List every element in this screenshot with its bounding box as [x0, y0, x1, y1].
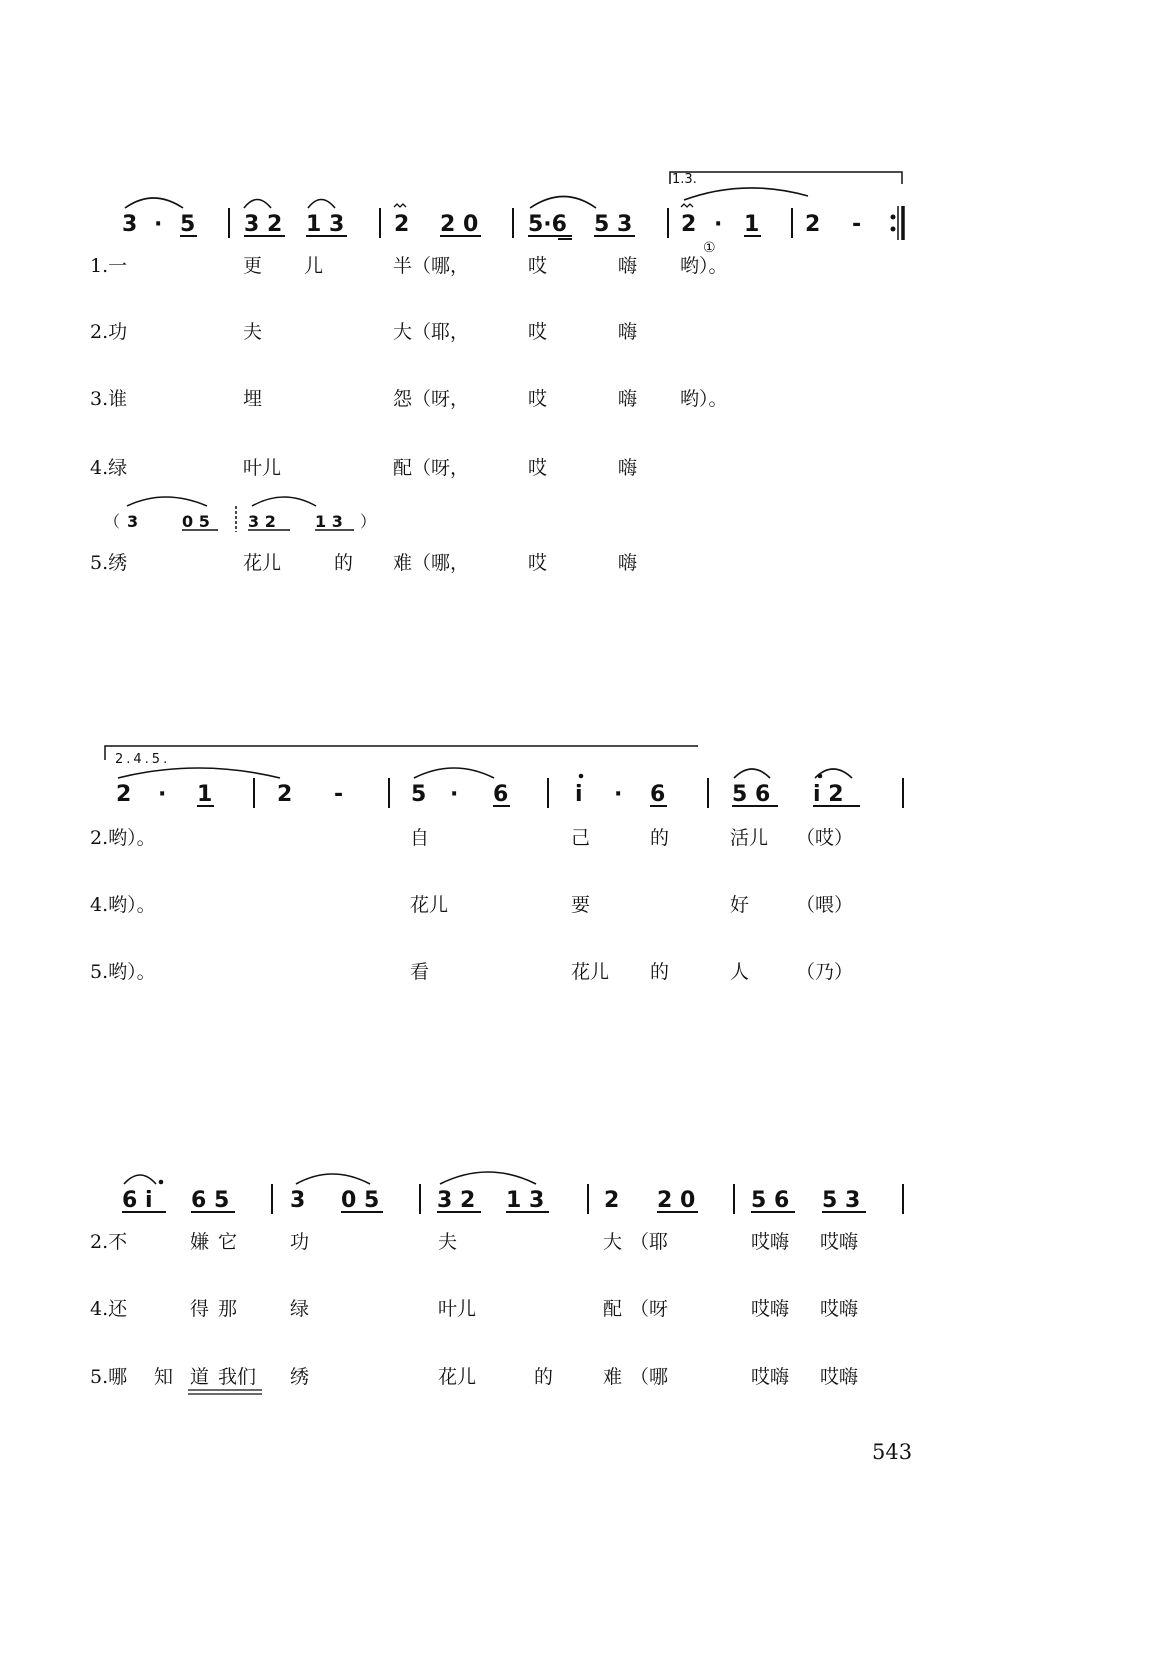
lyric: 绣: [290, 1366, 310, 1388]
lyric: 哎嗨: [820, 1231, 859, 1253]
lyric: 难: [603, 1366, 623, 1388]
slur: [296, 1174, 370, 1184]
lyric: 花儿: [410, 894, 449, 916]
note: 2: [604, 1188, 620, 1213]
lyric: （哪: [630, 1366, 669, 1388]
lyric: 哎嗨: [751, 1298, 790, 1320]
note: 6: [493, 782, 509, 807]
lyric: 的: [534, 1366, 554, 1388]
lyric: 5.绣: [90, 552, 128, 574]
lyric: 夫: [438, 1231, 458, 1253]
lyric: 花儿: [438, 1366, 477, 1388]
note: 5: [411, 782, 427, 807]
lyric: 大: [603, 1231, 623, 1253]
lyric: 看: [410, 961, 430, 983]
lyric: 2.哟）。: [90, 827, 156, 849]
lyric: 的: [334, 552, 354, 574]
note-group: 5 3: [594, 212, 633, 237]
slur: [684, 188, 808, 200]
lyric: 4.绿: [90, 457, 128, 479]
lyric: 要: [571, 894, 591, 916]
note: 3: [122, 212, 138, 237]
lyric: 嗨: [618, 457, 638, 479]
note-group: 2 0: [657, 1188, 696, 1213]
lyric: 的: [650, 961, 670, 983]
lyric: 哟）。: [680, 388, 728, 410]
note-dot: ·: [158, 782, 167, 807]
note-dash: -: [852, 212, 862, 237]
lyric: 嫌: [190, 1231, 210, 1253]
lyric: 功: [290, 1231, 310, 1253]
slur: [125, 198, 183, 208]
lyric: 哎: [528, 255, 548, 277]
page-number: 543: [872, 1440, 913, 1464]
note-group: 6 i: [122, 1188, 153, 1213]
lyric: 4.哟）。: [90, 894, 156, 916]
lyric: （乃）: [796, 961, 854, 983]
slur: [530, 197, 596, 209]
note-group: 5·6: [528, 212, 567, 237]
slur: [244, 200, 271, 209]
lyric: 埋: [243, 388, 263, 410]
note-dot: ·: [714, 212, 723, 237]
note-group: 0 5: [341, 1188, 380, 1213]
variant-note: 3: [127, 512, 139, 531]
volta-2-bracket: [105, 746, 698, 760]
variant-note: 1 3: [315, 512, 343, 531]
note-group: 3 2: [244, 212, 283, 237]
note-group: 1 3: [306, 212, 345, 237]
lyric: 自: [410, 827, 430, 849]
lyric: 2.功: [90, 321, 128, 343]
note: 2: [394, 212, 410, 237]
lyric: 哎: [528, 388, 548, 410]
variant-paren: ）: [360, 512, 377, 531]
lyric: 哟）。: [680, 255, 728, 277]
lyric-underlined: 道: [190, 1366, 210, 1388]
lyric: 嗨: [618, 321, 638, 343]
lyric: 花儿: [571, 961, 610, 983]
note-group: 1 3: [506, 1188, 545, 1213]
lyric: 哎: [528, 552, 548, 574]
repeat-dot: [891, 227, 896, 232]
lyric: 人: [730, 961, 750, 983]
lyric: 嗨: [618, 552, 638, 574]
note-group: 5 6: [732, 782, 771, 807]
lyric: 哎嗨: [820, 1298, 859, 1320]
lyric: 己: [571, 827, 591, 849]
octave-dot: [818, 774, 823, 779]
note: 6: [650, 782, 666, 807]
lyric: （哎）: [796, 827, 854, 849]
lyric: 叶儿: [438, 1298, 477, 1320]
lyric: 绿: [290, 1298, 310, 1320]
lyric: 1.一: [90, 255, 128, 277]
octave-dot: [579, 774, 584, 779]
slur: [734, 769, 770, 778]
note: 1: [744, 212, 760, 237]
slur: [124, 1175, 156, 1184]
lyric: 怨（呀，: [393, 388, 470, 410]
lyric: 哎: [528, 321, 548, 343]
lyric: 哎嗨: [751, 1366, 790, 1388]
lyric: 嗨: [618, 388, 638, 410]
slur: [308, 200, 335, 209]
slur: [252, 497, 316, 506]
lyric: 难（哪，: [393, 552, 470, 574]
note-dash: -: [334, 782, 344, 807]
variant-paren: （: [104, 512, 121, 531]
lyric: 夫: [243, 321, 263, 343]
lyric: 那: [218, 1298, 238, 1320]
repeat-dot: [891, 215, 896, 220]
slur: [815, 769, 852, 778]
note: 3: [290, 1188, 306, 1213]
note-dot: ·: [450, 782, 459, 807]
slur: [414, 768, 494, 778]
lyric: 3.谁: [90, 388, 128, 410]
note-high: i: [575, 782, 583, 807]
lyric: 好: [730, 894, 750, 916]
ornament-mark: [681, 204, 693, 207]
note: 2: [681, 212, 697, 237]
octave-dot: [159, 1180, 164, 1185]
note-group: 3 2: [437, 1188, 476, 1213]
lyric: （喂）: [796, 894, 854, 916]
note-group: 5 6: [751, 1188, 790, 1213]
note: 5: [180, 212, 196, 237]
footnote-mark: ①: [703, 240, 716, 256]
note-group: i 2: [813, 782, 844, 807]
lyric: 哎嗨: [751, 1231, 790, 1253]
ornament-mark: [394, 204, 406, 207]
lyric: 4.还: [90, 1298, 128, 1320]
lyric: 儿: [304, 255, 324, 277]
lyric: 得: [190, 1298, 210, 1320]
variant-note: 3 2: [248, 512, 276, 531]
lyric: 它: [218, 1231, 238, 1253]
lyric: 的: [650, 827, 670, 849]
note-dot: ·: [614, 782, 623, 807]
lyric: （耶: [630, 1231, 669, 1253]
lyric: 更: [243, 255, 263, 277]
lyric: 哎嗨: [820, 1366, 859, 1388]
lyric: 配: [603, 1298, 623, 1320]
note: 2: [116, 782, 132, 807]
lyric: 半（哪，: [393, 255, 470, 277]
note-group: 5 3: [822, 1188, 861, 1213]
lyric: 哎: [528, 457, 548, 479]
lyric: 叶儿: [243, 457, 282, 479]
lyric: 5.哟）。: [90, 961, 156, 983]
lyric: （呀: [630, 1298, 669, 1320]
lyric: 配（呀，: [393, 457, 470, 479]
slur: [118, 768, 280, 778]
note: 2: [805, 212, 821, 237]
volta-2-label: 2.4.5.: [115, 752, 171, 767]
volta-1-bracket: [670, 172, 902, 184]
lyric-underlined: 我们: [218, 1366, 257, 1388]
slur: [440, 1172, 536, 1184]
note-group: 6 5: [191, 1188, 230, 1213]
note-dot: ·: [154, 212, 163, 237]
lyric: 知: [154, 1366, 174, 1388]
volta-1-label: 1.3.: [672, 172, 697, 187]
slur: [127, 497, 207, 506]
note-group: 2 0: [440, 212, 479, 237]
lyric: 大（耶，: [393, 321, 470, 343]
lyric: 5.哪: [90, 1366, 128, 1388]
lyric: 活儿: [730, 827, 769, 849]
variant-note: 0 5: [182, 512, 210, 531]
note: 2: [277, 782, 293, 807]
lyric: 嗨: [618, 255, 638, 277]
lyric: 2.不: [90, 1231, 128, 1253]
note: 1: [197, 782, 213, 807]
lyric: 花儿: [243, 552, 282, 574]
